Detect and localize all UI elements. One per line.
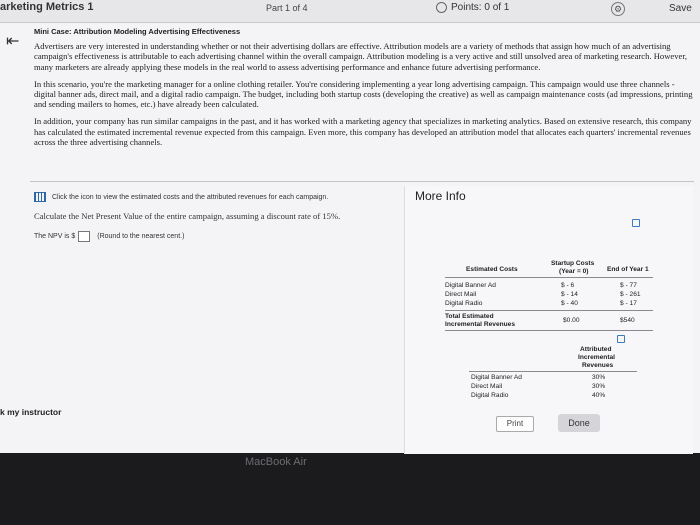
points-circle-icon xyxy=(436,2,447,13)
attributed-row-label: Digital Radio xyxy=(471,392,509,399)
attributed-header-line3: Revenues xyxy=(582,362,614,369)
npv-note: (Round to the nearest cent.) xyxy=(97,233,185,240)
attributed-row-label: Digital Banner Ad xyxy=(471,374,522,381)
end-year-header: End of Year 1 xyxy=(607,266,649,273)
total-rule xyxy=(445,310,653,311)
total-bottom-rule xyxy=(445,330,653,331)
copy-table-icon[interactable] xyxy=(632,219,640,227)
settings-gear-icon[interactable]: ⚙ xyxy=(611,2,625,16)
problem-paragraph-2: In this scenario, you're the marketing manager for a online clothing retailer. You're considering implementing a year long advertising campaign. This campaign would use three channels - digital banner ads, direct mail, and a digital radio campaign. The budget, including both startup costs (developing the creative) as well as campaign maintenance costs (ad impressions, printing and sending mailers to homes, etc.) have already been calculated. xyxy=(34,78,693,110)
part-indicator: Part 1 of 4 xyxy=(266,3,308,13)
total-label-line1: Total Estimated xyxy=(445,313,494,320)
startup-header-line2: (Year = 0) xyxy=(559,268,589,275)
cost-row-label: Digital Banner Ad xyxy=(445,282,496,289)
problem-paragraph-3: In addition, your company has run similar campaigns in the past, and it has worked with a marketing agency that specializes in marketing analytics. Based on extensive research, this company has calculated the estimated incremental revenue expected from this campaign. Even more, this company has developed an attribution model that allocates each quarters' incremental revenues across the three advertising channels. xyxy=(34,116,692,147)
attributed-row-value: 30% xyxy=(592,374,606,381)
cost-row-end: $ - 17 xyxy=(620,300,637,307)
cost-row-startup: $ - 14 xyxy=(561,291,578,298)
cost-row-end: $ - 77 xyxy=(620,282,637,289)
total-startup: $0.00 xyxy=(563,317,580,324)
attributed-header-line2: Incremental xyxy=(578,354,616,361)
costs-header: Estimated Costs xyxy=(466,266,518,273)
calc-instruction: Calculate the Net Present Value of the entire campaign, assuming a discount rate of 15%. xyxy=(34,211,341,221)
startup-header-line1: Startup Costs xyxy=(551,260,595,267)
attributed-row-value: 30% xyxy=(592,383,606,390)
npv-prefix: The NPV is $ xyxy=(34,233,76,240)
info-row xyxy=(34,192,374,202)
section-divider xyxy=(30,181,694,182)
info-click-text: Click the icon to view the estimated costs and the attributed revenues for each campaign. xyxy=(52,193,329,201)
total-end: $540 xyxy=(620,317,635,324)
cost-row-label: Direct Mail xyxy=(445,291,477,298)
question-area xyxy=(34,192,374,242)
top-bar xyxy=(0,0,700,23)
app-title: arketing Metrics 1 xyxy=(0,1,94,13)
attributed-row-value: 40% xyxy=(592,392,606,399)
total-label-line2: Incremental Revenues xyxy=(445,321,515,328)
back-arrow-icon[interactable]: ⇤ xyxy=(6,33,20,50)
ask-instructor-link[interactable]: k my instructor xyxy=(0,407,62,417)
problem-statement xyxy=(34,27,696,154)
question-content xyxy=(0,23,700,453)
copy-table-icon[interactable] xyxy=(617,335,625,343)
problem-paragraph-1: Advertisers are very interested in understanding whether or not their advertising dollars are effective. Attribution models are a variety of methods that assign how much of an advertising campaign's effectiveness is attributable to each advertising channel within the overall campaign. Attribution modeling is a very active and still unsolved area of marketing research. However, many marketers are already applying these models in the real world to assess advertising performance and enhance future advertising performance. xyxy=(34,41,687,72)
laptop-bezel-label: MacBook Air xyxy=(245,456,307,468)
cost-row-startup: $ - 40 xyxy=(561,300,578,307)
npv-input[interactable] xyxy=(78,231,90,242)
done-button[interactable]: Done xyxy=(558,414,600,432)
print-button[interactable]: Print xyxy=(496,416,534,432)
npv-row xyxy=(34,231,374,242)
attributed-header-line1: Attributed xyxy=(580,346,612,353)
save-button[interactable]: Save xyxy=(669,3,692,14)
cost-row-startup: $ - 6 xyxy=(561,282,575,289)
points-text: Points: 0 of 1 xyxy=(451,2,510,13)
problem-title: Mini Case: Attribution Modeling Advertising Effectiveness xyxy=(34,27,241,36)
header-rule xyxy=(445,277,653,278)
attributed-header-rule xyxy=(469,371,637,372)
cost-row-end: $ - 261 xyxy=(620,291,641,298)
attributed-row-label: Direct Mail xyxy=(471,383,503,390)
dialog-title: More Info xyxy=(415,189,466,203)
cost-row-label: Digital Radio xyxy=(445,300,483,307)
points-indicator xyxy=(436,2,509,13)
table-grid-icon[interactable] xyxy=(34,192,46,202)
more-info-dialog xyxy=(404,186,693,454)
